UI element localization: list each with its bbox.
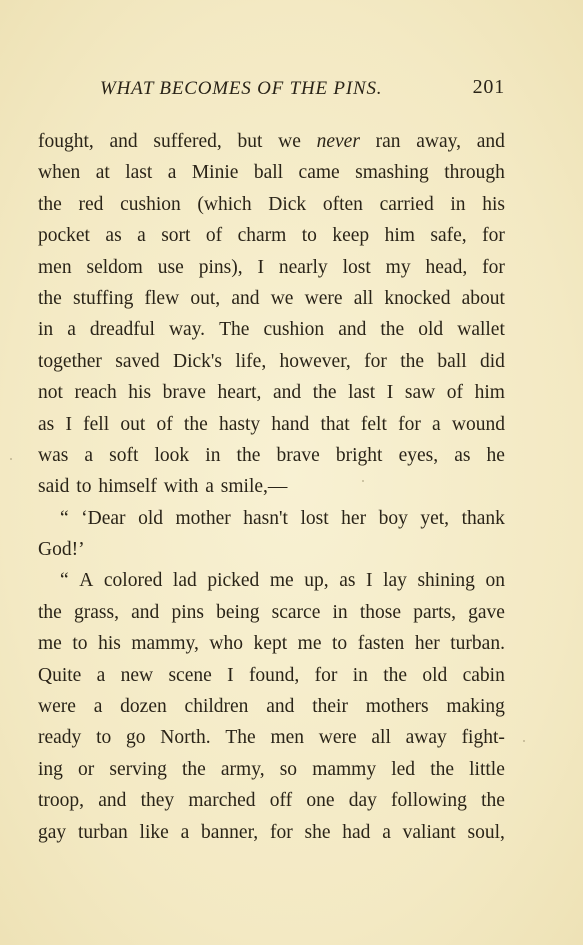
text-line: the stuffing flew out, and we were all knocked about: [38, 287, 505, 309]
text-line: “ ‘Dear old mother hasn't lost her boy yet, thank: [60, 507, 505, 529]
text-line: ready to go North. The men were all away fight-: [38, 727, 505, 749]
text-line: were a dozen children and their mothers making: [38, 696, 505, 718]
text-line: when at last a Minie ball came smashing through: [38, 162, 505, 184]
body-text: [38, 126, 505, 848]
text-line: not reach his brave heart, and the last I saw of him: [38, 382, 505, 404]
text-line: Quite a new scene I found, for in the old cabin: [38, 664, 505, 686]
text-line: was a soft look in the brave bright eyes, as he: [38, 444, 505, 466]
text-line: fought, and suffered, but we never ran away, and: [38, 131, 505, 152]
page-header: [100, 76, 505, 104]
running-title: WHAT BECOMES OF THE PINS.: [100, 78, 383, 99]
text-line: “ A colored lad picked me up, as I lay shining on: [60, 570, 505, 592]
paper-speck: [523, 740, 525, 742]
text-line: together saved Dick's life, however, for the ball did: [38, 350, 505, 372]
text-line: God!’: [38, 539, 85, 561]
text-line: the red cushion (which Dick often carried in his: [38, 193, 505, 215]
text-line: in a dreadful way. The cushion and the old wallet: [38, 319, 505, 341]
text-line: gay turban like a banner, for she had a valiant soul,: [38, 821, 505, 843]
text-line: me to his mammy, who kept me to fasten her turban.: [38, 633, 505, 655]
text-line: as I fell out of the hasty hand that felt for a wound: [38, 413, 505, 435]
text-line: pocket as a sort of charm to keep him safe, for: [38, 225, 505, 247]
text-line: said to himself with a smile,—: [38, 476, 288, 498]
text-line: troop, and they marched off one day following the: [38, 790, 505, 812]
page-number: 201: [472, 76, 505, 98]
text-line: ing or serving the army, so mammy led the little: [38, 758, 505, 780]
paper-speck: [362, 480, 364, 482]
text-line: men seldom use pins), I nearly lost my head, for: [38, 256, 505, 278]
text-line: the grass, and pins being scarce in those parts, gave: [38, 601, 505, 623]
paper-speck: [10, 458, 12, 460]
